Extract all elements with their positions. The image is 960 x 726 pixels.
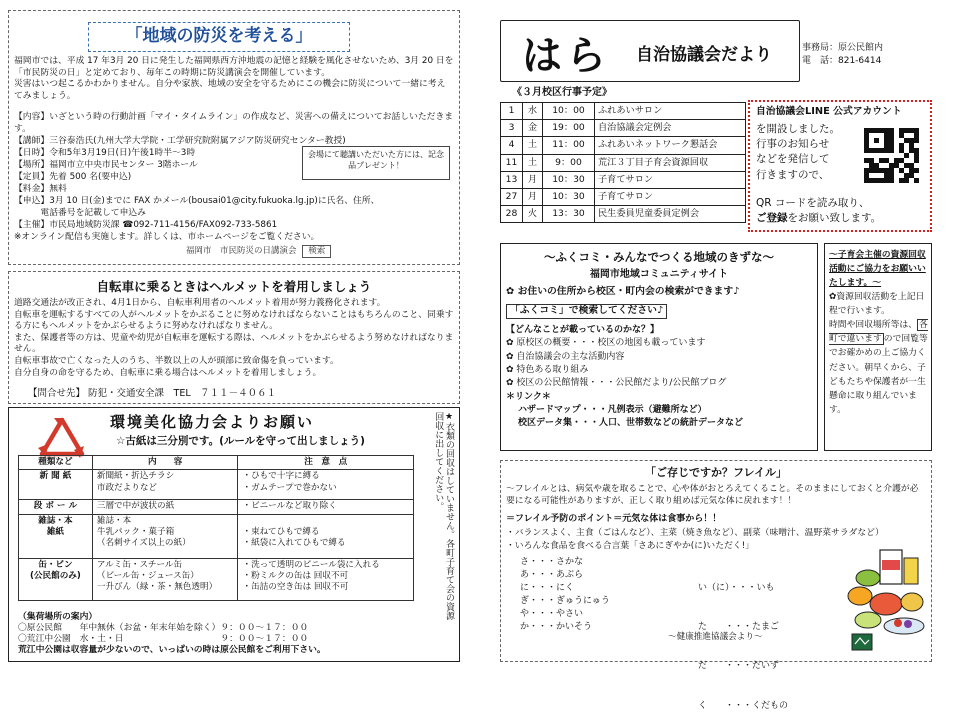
bousai-intro-2: 災害はいつ起こるかわかりません。自分や家族、地域の安全を守るためにこの機会に防災について一緒に考えてみましょう。 [14, 79, 446, 101]
cell-content: 新聞紙・折込チラシ 市政だよりなど [92, 470, 238, 500]
food-illustration-icon [846, 548, 928, 656]
schedule-time: 10：30 [543, 171, 595, 188]
schedule-event: 子育てサロン [595, 171, 746, 188]
bousai-detail: ※オンライン配信も実施します。詳しくは、市ホームページをご覧ください。 [14, 231, 320, 242]
helmet-para: 道路交通法が改正され、4月1日から、自転車利用者のヘルメット着用が努力義務化されます。 [14, 298, 386, 308]
schedule-day: 27 [501, 188, 523, 205]
line-title: 自治協議会LINE 公式アカウント [756, 106, 902, 117]
line-register-rest: をお願い致します。 [787, 212, 882, 225]
line-body-line: を開設しました。 [756, 123, 840, 135]
table-header-row [19, 456, 414, 470]
helmet-para: また、保護者等の方は、児童や幼児が自転車を運転する際は、ヘルメットをかぶらせるよう努めなければなりません。 [14, 332, 454, 355]
bousai-title: 「地域の防災を考える」 [88, 22, 350, 52]
frail-title: 「ご存じですか？フレイル」 [644, 466, 787, 479]
masthead-title: はら [522, 32, 610, 79]
schedule-event: ふれあいネットワーク懇話会 [595, 137, 746, 154]
kosodate-body: ✿資源回収活動を上記日程で行います。 [829, 292, 925, 317]
line-body-end [756, 196, 932, 226]
kosodate-body2c: ので回覧等でお確かめの上ご協力ください。朝早くから、子どもたちや保護者が一生懸命に取り組んでいます。 [829, 334, 928, 415]
cell-kind: 段 ボ ー ル [19, 500, 93, 514]
kana-item: た ・・・たまご [698, 622, 780, 633]
kana-item: く ・・・くだもの [698, 700, 789, 711]
bousai-detail: 【定員】先着 500 名(要申込) [14, 171, 132, 182]
schedule-day: 11 [501, 154, 523, 171]
kankyo-subtitle: ☆古紙は三分別です。(ルールを守って出しましょう) [116, 435, 365, 447]
header-notes: 注 意 点 [238, 456, 414, 470]
line-body-line: QR コードを読み取り、 [756, 197, 870, 209]
search-button[interactable]: 検索 [302, 245, 331, 258]
schedule-event: 荒江３丁目子育会資源回収 [595, 154, 746, 171]
fukucomi-contents [506, 324, 812, 431]
kana-item: い（に）・・・いも [698, 583, 775, 594]
schedule-time: 13：30 [543, 206, 595, 223]
schedule-weekday: 水 [523, 103, 543, 120]
cell-content: アルミ缶・スチール缶 （ビール缶・ジュース缶） 一升びん（緑・茶・無色透明） [92, 558, 238, 600]
bousai-intro-1: 福岡市では、平成 17 年3月 20 日に発生した福岡県西方沖地震の記憶と経験を風化させないため、3月 20 日を「市民防災の日」と定めており、毎年この時期に防災講演会を開催しています。 [14, 56, 454, 78]
frail-point: ＝フレイル予防のポイント＝元気な体は食事から！！ [506, 514, 722, 524]
line-body-line: 行きますので、 [756, 168, 830, 181]
list-item: ✿ 校区の公民館情報・・・公民館だより/公民館ブログ [506, 378, 727, 389]
schedule-row [501, 188, 746, 205]
schedule-time: 11：00 [543, 137, 595, 154]
bousai-detail: 【日時】令和5年3月19日(日)午後1時半～3時 [14, 147, 196, 158]
schedule-day: 3 [501, 120, 523, 137]
schedule-time: 10：00 [543, 103, 595, 120]
bousai-detail: 【料金】無料 [14, 183, 67, 194]
table-row [19, 470, 414, 500]
table-row [19, 500, 414, 514]
places-note: 荒江中公園は収容量が少ないので、いっぱいの時は原公民館をご利用下さい。 [18, 644, 326, 655]
frail-intro: ～フレイルとは、病気や歳を取ることで、心や体がおとろえてくること。そのままにしておくと介護が必要になる可能性がありますが、正しく取り組めば元気な体に戻れます！！ [506, 484, 919, 506]
bousai-detail: 【内容】いざという時の行動計画「マイ・タイムライン」の作成など、災害への備えについてお話しいただきます。 [14, 112, 454, 134]
schedule-event: 民生委員児童委員定例会 [595, 206, 746, 223]
office-info [802, 42, 883, 68]
fukucomi-question: 【どんなことが載っているのかな？】 [506, 325, 660, 335]
schedule-day: 4 [501, 137, 523, 154]
masthead-subtitle: 自治協議会だより [636, 45, 772, 65]
frail-variety: ・いろんな食品を食べる合言葉「さあにぎやか(に)いただく!」 [506, 541, 754, 551]
kosodate-body2a: 時間や回収場所等は、 [829, 320, 917, 331]
bousai-detail: 【申込】3月 10 日(金)までに FAX かメール(bousai01@city.fukuoka.lg.jp)に氏名、住所、 [14, 195, 380, 206]
cell-notes: ・ビニールなど取り除く [238, 500, 414, 514]
schedule-event: 自治協議会定例会 [595, 120, 746, 137]
bousai-intro [14, 56, 454, 102]
schedule-day: 28 [501, 206, 523, 223]
fukucomi-search-key[interactable]: 「ふくコミ」で検索してください♪ [506, 304, 667, 319]
kosodate-title: ～子育会主催の資源回収活動にご協力をお願いいたします。～ [829, 250, 926, 289]
collection-places [18, 612, 454, 656]
schedule-weekday: 月 [523, 188, 543, 205]
frail-balance: ・バランスよく、主食（ごはんなど）、主菜（焼き魚など）、副菜（味噌汁、温野菜サラダなど） [506, 528, 884, 538]
schedule-weekday: 火 [523, 206, 543, 223]
schedule-event: ふれあいサロン [595, 103, 746, 120]
helmet-para: 自分自身の命を守るため、自転車に乗る場合はヘルメットを着用しましょう。 [14, 367, 322, 378]
bousai-detail: 【場所】福岡市立中央市民センター 3階ホール [14, 159, 198, 170]
kana-item: か・・・かいそう [520, 622, 593, 633]
kana-item: ぎ・・・ぎゅうにゅう [520, 596, 610, 607]
kana-item: あ・・・あぶら [520, 570, 584, 581]
place-item: 〇荒江中公園 水・土・日 ９：００～１７：００ [18, 633, 309, 644]
bousai-detail: 【主催】市民局地域防災課 ☎092-711-4156/FAX092-733-5861 [14, 219, 278, 230]
cell-notes: ・洗って透明のビニール袋に入れる ・粉ミルクの缶は 回収不可 ・缶詰の空き缶は 回収不可 [238, 558, 414, 600]
schedule-row [501, 154, 746, 171]
cell-content: 雑誌・本 牛乳パック・菓子箱 （名刺サイズ以上の紙） [92, 514, 238, 558]
cell-kind: 新 聞 紙 [19, 470, 93, 500]
kana-item: さ・・・さかな [520, 557, 584, 567]
schedule-event: 子育てサロン [595, 188, 746, 205]
table-row [19, 514, 414, 558]
list-item: ✿ 特色ある取り組み [506, 364, 589, 375]
schedule-weekday: 金 [523, 120, 543, 137]
helmet-title: 自転車に乗るときはヘルメットを着用しましょう [96, 279, 372, 294]
schedule-weekday: 月 [523, 171, 543, 188]
places-title: （集荷場所の案内） [18, 612, 98, 622]
place-item: 〇原公民館 年中無休（お盆・年末年始を除く）９：００～１７：００ [18, 622, 309, 633]
helmet-para: 自転車を運転するすべての人がヘルメットをかぶることに努めなければならないことはもちろんのこと、同乗する方にもヘルメットをかぶらせるように努めなければなりません。 [14, 309, 454, 332]
cell-kind: 缶・ビン (公民館のみ) [19, 558, 93, 600]
fukucomi-search-line: ✿ お住いの住所から校区・町内会の検索ができます♪ [506, 286, 740, 297]
kana-item: や・・・やさい [520, 609, 584, 620]
kana-item: に・・・にく [520, 583, 575, 594]
schedule-time: 9：00 [543, 154, 595, 171]
kosodate-content [829, 248, 929, 417]
link-item[interactable]: ハザードマップ・・・凡例表示（避難所など） [518, 404, 707, 415]
schedule-title: 《３月校区行事予定》 [512, 87, 612, 98]
list-item: ✿ 自治協議会の主な活動内容 [506, 351, 625, 362]
fukucomi-title: ～ふくコミ・みんなでつくる地域のきずな～ [544, 250, 774, 264]
link-item[interactable]: 校区データ集・・・人口、世帯数などの統計データなど [518, 418, 744, 429]
frail-signature: ～健康推進協議会より～ [668, 632, 763, 642]
cell-notes: ・ひもで十字に縛る ・ガムテープで巻かない [238, 470, 414, 500]
schedule-weekday: 土 [523, 137, 543, 154]
table-row [19, 558, 414, 600]
kana-left-list [520, 556, 610, 634]
recycle-table [18, 455, 414, 601]
schedule-weekday: 土 [523, 154, 543, 171]
header-content: 内 容 [92, 456, 238, 470]
schedule-row [501, 120, 746, 137]
bousai-detail: 【講師】三谷泰浩氏(九州大学大学院・工学研究院附属アジア防災研究センター教授) [14, 135, 346, 146]
list-item: ✿ 原校区の概要・・・校区の地図も載っています [506, 338, 706, 349]
office-tel: 電 話：821-6414 [802, 56, 882, 67]
line-body-line: などを発信して [756, 153, 830, 166]
clothes-note: ★衣類の回収はしていません。各町子育て会の資源回収に出してください。 [433, 412, 454, 620]
cell-kind: 雑誌・本 雑紙 [19, 514, 93, 558]
header-kind: 種類など [19, 456, 93, 470]
schedule-day: 1 [501, 103, 523, 120]
schedule-table [500, 102, 746, 223]
schedule-row [501, 137, 746, 154]
office-location: 事務局：原公民館内 [802, 43, 884, 53]
search-hint-text: 福岡市 市民防災の日講演会 [186, 246, 297, 256]
kana-item: だ ・・・だいず [698, 661, 780, 672]
line-register: ご登録 [756, 212, 788, 225]
fukucomi-site: 福岡市地域コミュニティサイト [589, 269, 729, 280]
schedule-day: 13 [501, 171, 523, 188]
schedule-time: 10：30 [543, 188, 595, 205]
cell-notes: ・束ねてひもで縛る ・紙袋に入れてひもで縛る [238, 514, 414, 558]
qr-code[interactable] [864, 128, 919, 183]
kankyo-title: 環境美化協力会よりお願い [110, 413, 315, 431]
schedule-row [501, 103, 746, 120]
cell-content: 三層で中が波状の紙 [92, 500, 238, 514]
helmet-para: 自転車事故で亡くなった人のうち、半数以上の人が頭部に致命傷を負っています。 [14, 356, 339, 367]
present-note: 会場にて聴講いただいた方には、記念品プレゼント！ [302, 146, 450, 180]
schedule-time: 19：00 [543, 120, 595, 137]
search-hint [186, 245, 331, 258]
bousai-detail: 電話番号を記載して申込み [14, 207, 146, 218]
line-body-line: 行事のお知らせ [756, 138, 830, 151]
helmet-body [14, 298, 454, 379]
schedule-row [501, 206, 746, 223]
line-body [756, 122, 866, 183]
fukucomi-link-label: ＊リンク＊ [506, 391, 551, 402]
helmet-contact: 【問合せ先】 防犯・交通安全課 TEL ７１１－４０６１ [28, 388, 277, 399]
schedule-row [501, 171, 746, 188]
kosodate-highlight: 各町で違います [829, 320, 928, 345]
